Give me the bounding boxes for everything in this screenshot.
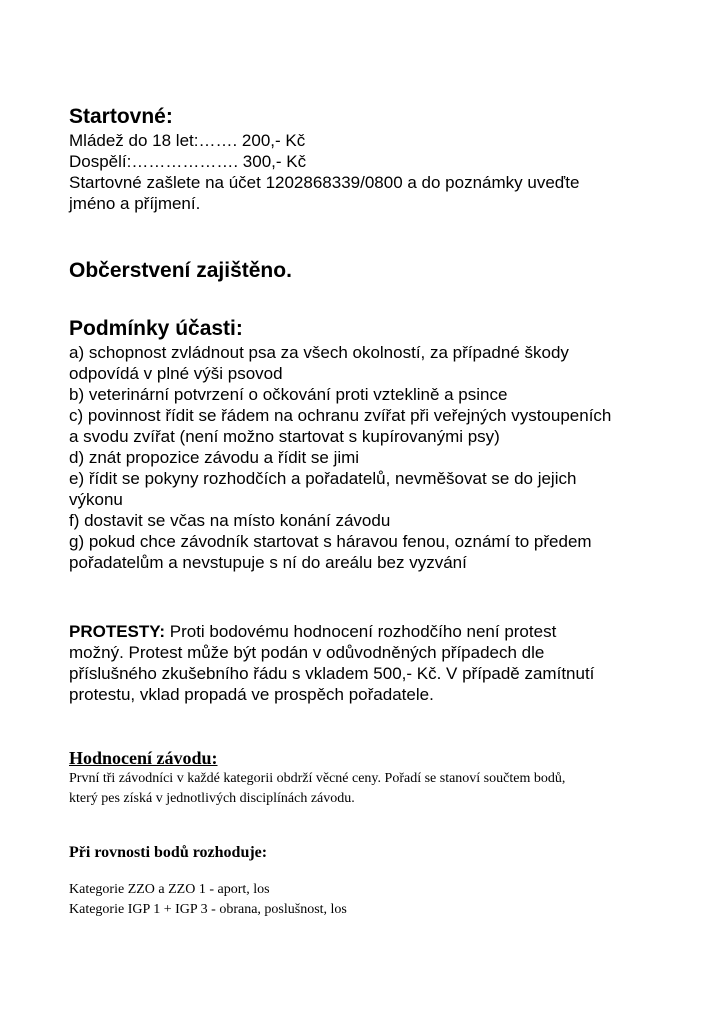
podminky-line: pořadatelům a nevstupuje s ní do areálu bez vyzvání: [69, 553, 467, 572]
podminky-line: e) řídit se pokyny rozhodčích a pořadatelů, nevměšovat se do jejich: [69, 469, 577, 488]
podminky-line: a svodu zvířat (není možno startovat s kupírovanými psy): [69, 427, 500, 446]
podminky-heading: Podmínky účasti:: [69, 317, 243, 340]
podminky-line: f) dostavit se včas na místo konání závodu: [69, 511, 391, 530]
podminky-line: a) schopnost zvládnout psa za všech okolností, za případné škody: [69, 343, 569, 362]
protesty-first-line: [69, 621, 594, 642]
startovne-section: [69, 104, 579, 214]
startovne-line-youth: Mládež do 18 let:……. 200,- Kč: [69, 131, 306, 150]
podminky-line: d) znát propozice závodu a řídit se jimi: [69, 448, 360, 467]
obcerstveni-heading: Občerstvení zajištěno.: [69, 259, 292, 282]
protesty-line: možný. Protest může být podán v odůvodněných případech dle: [69, 643, 545, 662]
hodnoceni-line: který pes získá v jednotlivých disciplínách závodu.: [69, 791, 355, 806]
podminky-line: g) pokud chce závodník startovat s háravou fenou, oznámí to předem: [69, 532, 592, 551]
hodnoceni-heading: Hodnocení závodu:: [69, 748, 218, 768]
podminky-list: [69, 342, 611, 573]
kategorie-line-igp: Kategorie IGP 1 + IGP 3 - obrana, poslušnost, los: [69, 902, 347, 917]
protesty-first-line-text: Proti bodovému hodnocení rozhodčího není protest: [165, 622, 557, 641]
hodnoceni-line: První tři závodníci v každé kategorii obdrží věcné ceny. Pořadí se stanoví součtem bodů,: [69, 771, 566, 786]
rovnost-section: [69, 843, 267, 863]
startovne-line-adults: Dospělí:………………. 300,- Kč: [69, 152, 307, 171]
kategorie-line-zzo: Kategorie ZZO a ZZO 1 - aport, los: [69, 882, 270, 897]
podminky-line: výkonu: [69, 490, 123, 509]
startovne-line-note: jméno a příjmení.: [69, 194, 201, 213]
startovne-body: [69, 130, 579, 214]
startovne-heading: Startovné:: [69, 105, 173, 128]
podminky-line: c) povinnost řídit se řádem na ochranu zvířat při veřejných vystoupeních: [69, 406, 612, 425]
hodnoceni-section: [69, 747, 565, 809]
kategorie-section: [69, 880, 347, 920]
startovne-line-account: Startovné zašlete na účet 1202868339/0800 a do poznámky uveďte: [69, 173, 580, 192]
podminky-section: [69, 316, 611, 573]
protesty-line: příslušného zkušebního řádu s vkladem 500,- Kč. V případě zamítnutí: [69, 664, 595, 683]
protesty-section: [69, 621, 594, 705]
protesty-label: PROTESTY:: [69, 622, 166, 641]
protesty-line: protestu, vklad propadá ve prospěch pořadatele.: [69, 685, 434, 704]
podminky-line: odpovídá v plné výši psovod: [69, 364, 283, 383]
rovnost-heading: Při rovnosti bodů rozhoduje:: [69, 844, 268, 861]
podminky-line: b) veterinární potvrzení o očkování proti vzteklině a psince: [69, 385, 508, 404]
hodnoceni-body: [69, 769, 565, 809]
